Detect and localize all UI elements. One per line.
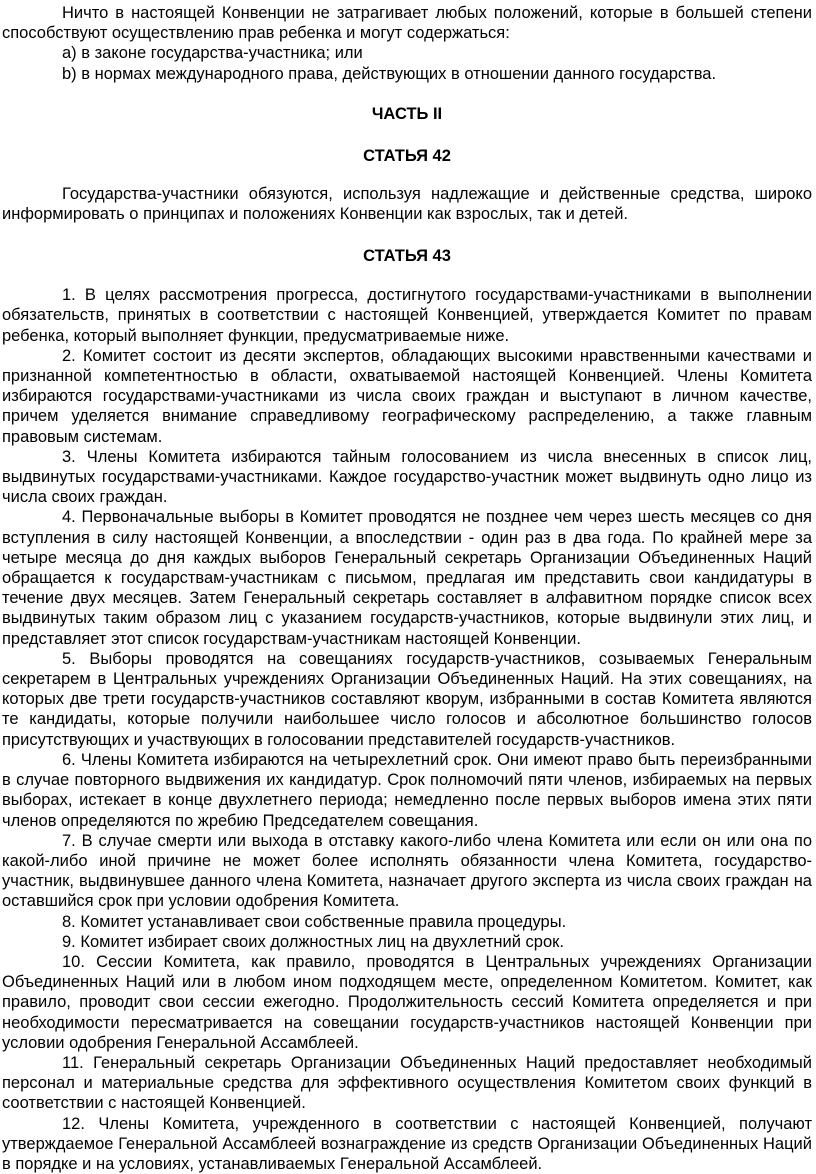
article-43-paragraph: 4. Первоначальные выборы в Комитет проводятся не позднее чем через шесть месяцев со дня вступления в силу настоящей Конвенции, а впоследствии - один раз в два года. По крайней мере за четыре месяца до дня каждых выборов Генеральный секретарь Организации Объединенных Наций обращается к государствам-участникам с письмом, предлагая им представить свои кандидатуры в течение двух месяцев. Затем Генеральный секретарь составляет в алфавитном порядке список всех выдвинутых таким образом лиц с указанием государств-участников, которые выдвинули этих лиц, и представляет этот список государствам-участникам настоящей Конвенции.	[2, 508, 812, 648]
article-43-paragraph: 8. Комитет устанавливает свои собственные правила процедуры.	[62, 912, 567, 931]
article-43-body	[2, 285, 812, 1174]
article-43-paragraph: 9. Комитет избирает своих должностных лиц на двухлетний срок.	[62, 932, 564, 951]
article-43-paragraph: 7. В случае смерти или выхода в отставку какого-либо члена Комитета или если он или она по какой-либо иной причине не может более исполнять обязанности члена Комитета, государство-участник, выдвинувшее данного члена Комитета, назначает другого эксперта из числа своих граждан на оставшийся срок при условии одобрения Комитета.	[2, 831, 812, 911]
article-43-paragraph: 11. Генеральный секретарь Организации Объединенных Наций предоставляет необходимый персонал и материальные средства для эффективного осуществления Комитетом своих функций в соответствии с настоящей Конвенцией.	[2, 1053, 812, 1113]
intro-item-a: a) в законе государства-участника; или	[62, 44, 363, 63]
article-42-text: Государства-участники обязуются, используя надлежащие и действенные средства, широко информировать о принципах и положениях Конвенции как взрослых, так и детей.	[2, 184, 812, 224]
article-42-heading: СТАТЬЯ 42	[363, 146, 451, 165]
article-43-paragraph: 10. Сессии Комитета, как правило, проводятся в Центральных учреждениях Организации Объединенных Наций или в любом ином подходящем месте, определенном Комитетом. Комитет, как правило, проводит свои сессии ежегодно. Продолжительность сессий Комитета определяется и при необходимости пересматривается на совещании государств-участников настоящей Конвенции при условии одобрения Генеральной Ассамблеей.	[2, 952, 812, 1052]
article-43-paragraph: 1. В целях рассмотрения прогресса, достигнутого государствами-участниками в выполнении обязательств, принятых в соответствии с настоящей Конвенцией, утверждается Комитет по правам ребенка, который выполняет функции, предусматриваемые ниже.	[2, 286, 812, 345]
intro-item-b: b) в нормах международного права, действующих в отношении данного государства.	[62, 64, 717, 83]
article-43-paragraph: 2. Комитет состоит из десяти экспертов, обладающих высокими нравственными качествами и признанной компетентностью в области, охватываемой настоящей Конвенцией. Члены Комитета избираются государствами-участниками из числа своих граждан и выступают в личном качестве, причем уделяется внимание справедливому географическому распределению, а также главным правовым системам.	[2, 346, 812, 446]
article-43-heading: СТАТЬЯ 43	[363, 247, 451, 266]
part-heading: ЧАСТЬ II	[371, 104, 443, 123]
article-43-paragraph: 3. Члены Комитета избираются тайным голосованием из числа внесенных в список лиц, выдвинутых государствами-участниками. Каждое государство-участник может выдвинуть одно лицо из числа своих граждан.	[2, 447, 812, 507]
intro-paragraph: Ничто в настоящей Конвенции не затрагивает любых положений, которые в большей степени способствуют осуществлению прав ребенка и могут содержаться:	[2, 4, 812, 43]
intro-section	[2, 0, 812, 84]
article-43-paragraph: 6. Члены Комитета избираются на четырехлетний срок. Они имеют право быть переизбранными в случае повторного выдвижения их кандидатур. Срок полномочий пяти членов, избираемых на первых выборах, истекает в конце двухлетнего периода; немедленно после первых выборов имена этих пяти членов определяются по жребию Председателем совещания.	[2, 750, 812, 830]
article-43-paragraph: 5. Выборы проводятся на совещаниях государств-участников, созываемых Генеральным секретарем в Центральных учреждениях Организации Объединенных Наций. На этих совещаниях, на которых две трети государств-участников составляют кворум, избранными в состав Комитета являются те кандидаты, которые получили наибольшее число голосов и абсолютное большинство голосов присутствующих и участвующих в голосовании представителей государств-участников.	[2, 649, 812, 749]
article-43-paragraph: 12. Члены Комитета, учрежденного в соответствии с настоящей Конвенцией, получают утверждаемое Генеральной Ассамблеей вознаграждение из средств Организации Объединенных Наций в порядке и на условиях, устанавливаемых Генеральной Ассамблеей.	[2, 1114, 812, 1173]
